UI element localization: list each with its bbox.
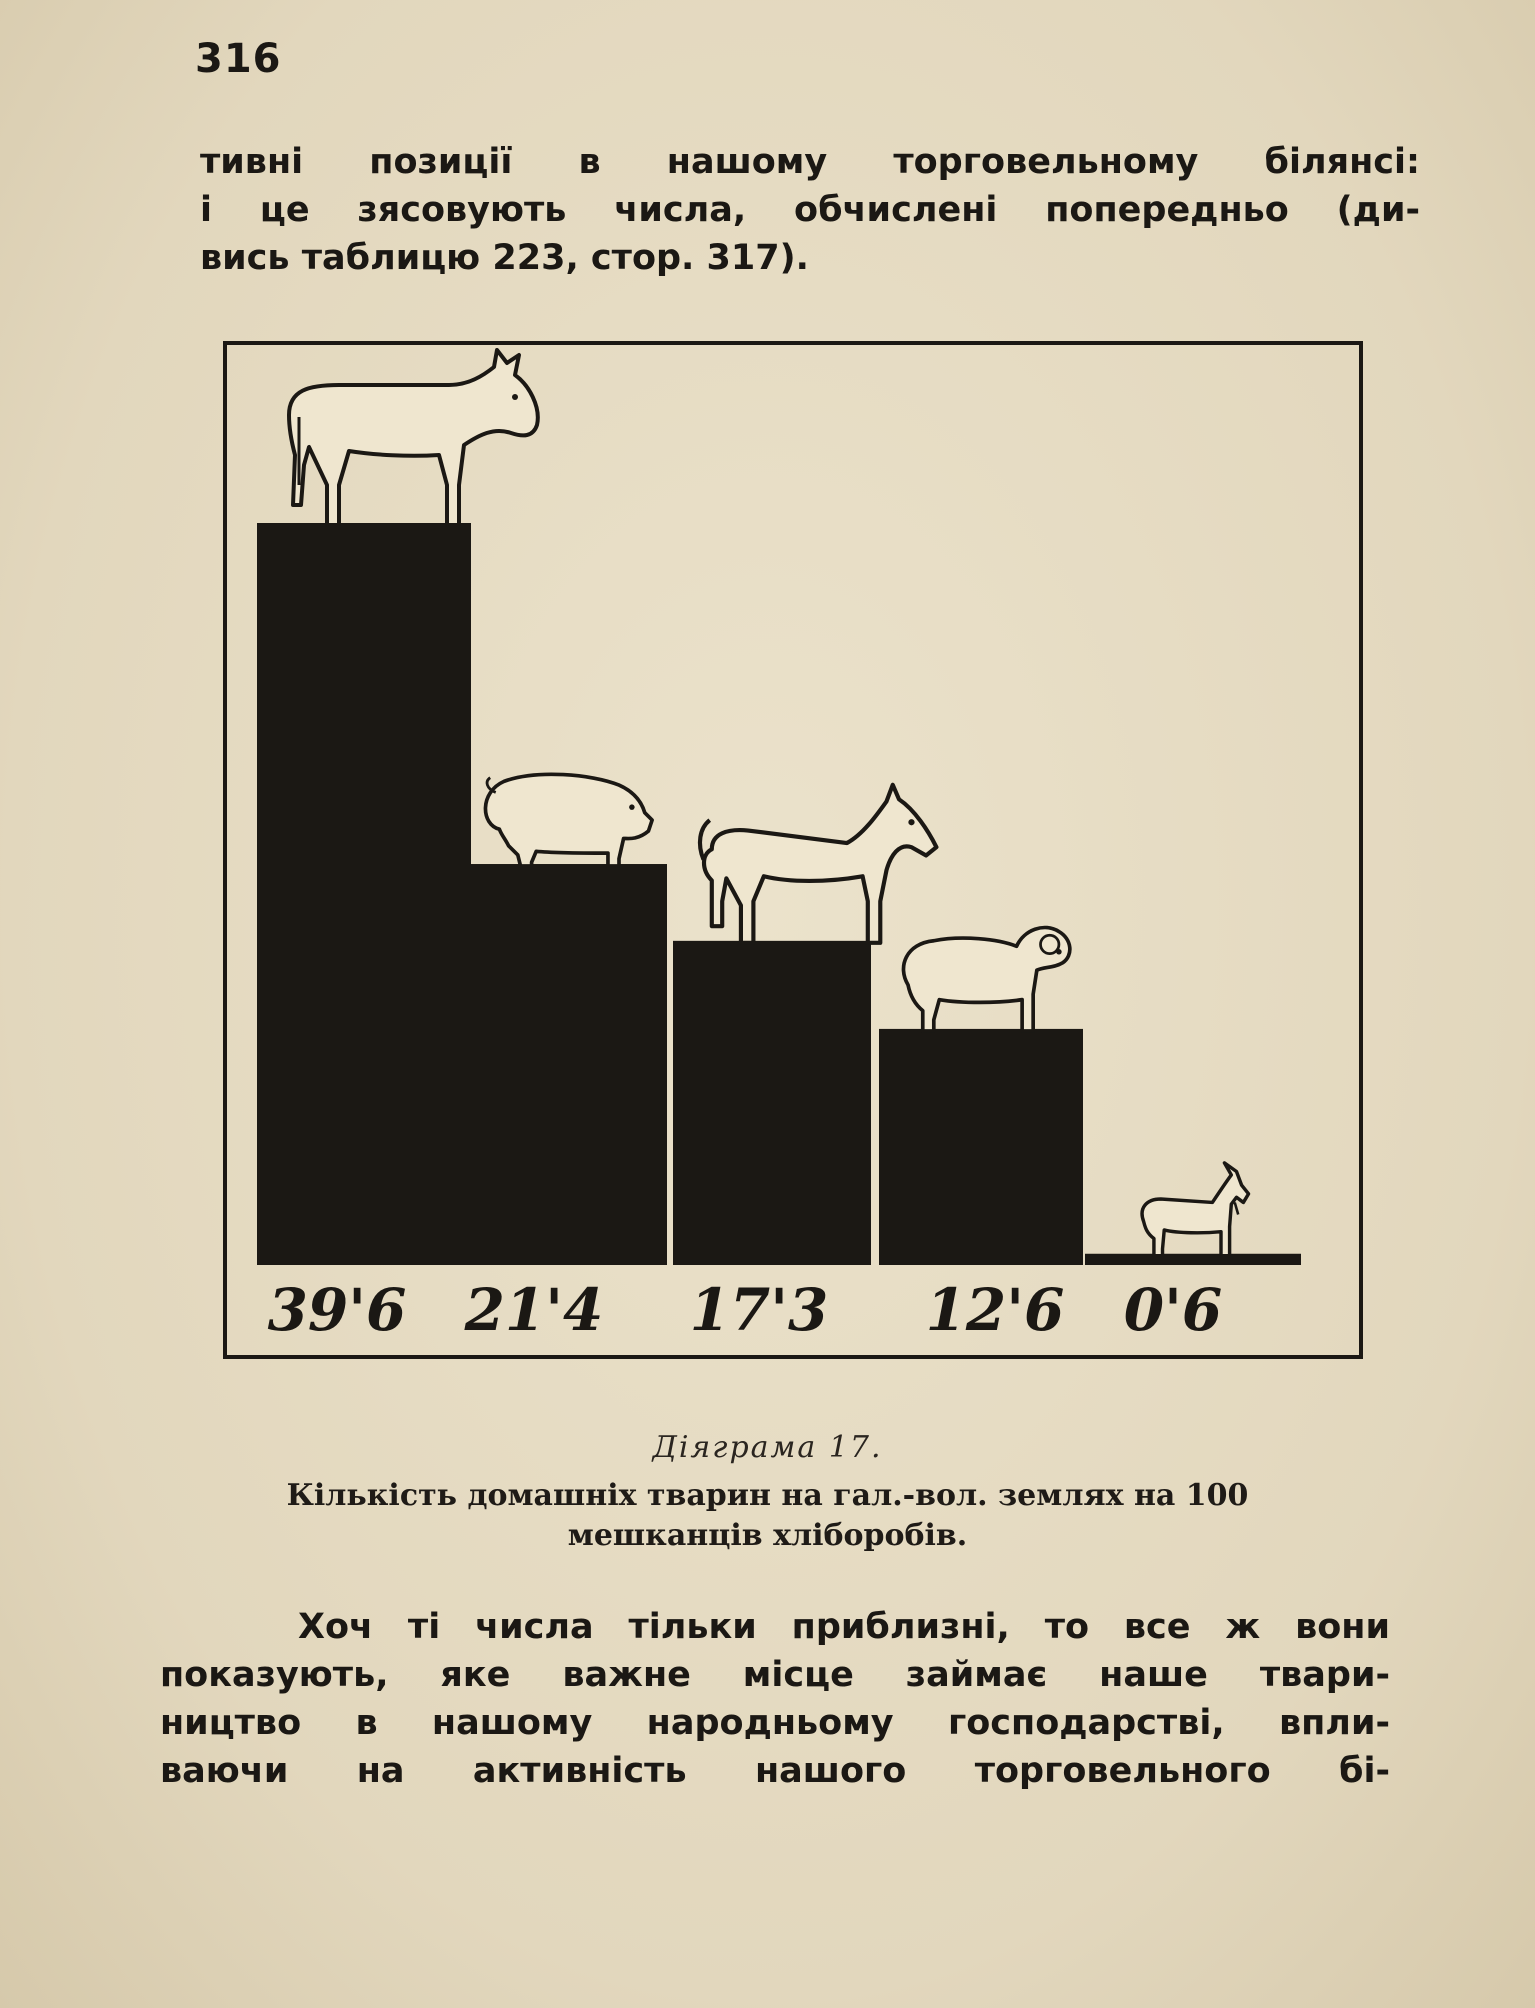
value-label: 39'6: [267, 1276, 407, 1344]
bar: [467, 864, 667, 1265]
bottom-paragraph-line: ваючи на активність нашого торговельного бі-: [160, 1751, 1390, 1791]
value-label: 21'4: [464, 1276, 604, 1344]
chart-frame: [223, 341, 1363, 1359]
value-label: 17'3: [689, 1276, 829, 1344]
value-label: 0'6: [1123, 1276, 1223, 1344]
bottom-paragraph: [160, 1603, 1390, 1795]
sheep-icon: [903, 928, 1069, 1031]
diagram-caption: [150, 1476, 1385, 1556]
bar: [257, 523, 471, 1265]
pig-icon: [485, 774, 652, 866]
value-label: 12'6: [925, 1276, 1065, 1344]
bar-chart: [227, 345, 1359, 1355]
page-number: 316: [195, 36, 282, 82]
bottom-paragraph-line: Хоч ті числа тільки приблизні, то все ж вони: [298, 1607, 1390, 1647]
cow-icon: [289, 350, 538, 525]
value-labels-layer: [268, 1276, 1223, 1344]
bar: [879, 1029, 1083, 1265]
bottom-paragraph-line: ництво в нашому народньому господарстві, впли-: [160, 1703, 1390, 1743]
caption-line: Кількість домашніх тварин на гал.-вол. землях на 100: [286, 1478, 1249, 1513]
top-paragraph: [200, 138, 1420, 282]
diagram-title: Діяграма 17.: [652, 1430, 883, 1465]
goat-icon: [1142, 1163, 1248, 1256]
bars-layer: [257, 350, 1301, 1265]
bottom-paragraph-line: показують, яке важне місце займає наше твари-: [160, 1655, 1390, 1695]
top-paragraph-line: тивні позиції в нашому торговельному білянсі:: [200, 142, 1420, 182]
caption-line: мешканців хліборобів.: [567, 1518, 968, 1553]
bar: [1085, 1254, 1301, 1265]
bar: [673, 941, 871, 1265]
top-paragraph-line: вись таблицю 223, стор. 317).: [200, 238, 809, 278]
horse-icon: [700, 785, 936, 943]
top-paragraph-line: і це зясовують числа, обчислені попередньо (ди-: [200, 190, 1420, 230]
